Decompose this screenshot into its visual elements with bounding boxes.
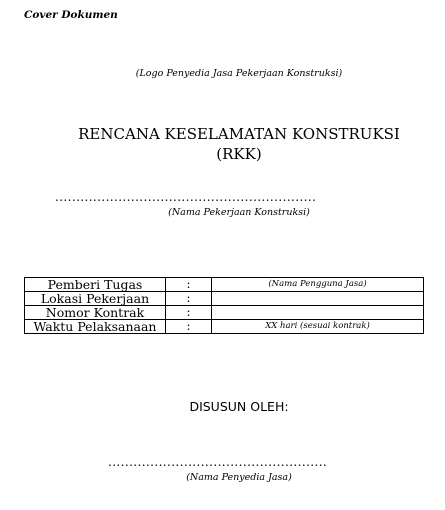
document-abbreviation: (RKK) — [216, 145, 262, 163]
row-colon: : — [166, 320, 212, 334]
table-row — [25, 320, 424, 334]
prepared-by-heading: DISUSUN OLEH: — [189, 399, 289, 414]
contract-info-table — [24, 277, 424, 334]
row-value-nomor-kontrak — [212, 306, 424, 320]
logo-placeholder: (Logo Penyedia Jasa Pekerjaan Konstruksi) — [135, 68, 343, 79]
row-label-waktu-pelaksanaan: Waktu Pelaksanaan — [25, 320, 166, 334]
project-name-line: .............................................................. — [55, 190, 317, 204]
table-row — [25, 292, 424, 306]
row-label-lokasi-pekerjaan: Lokasi Pekerjaan — [25, 292, 166, 306]
table-row — [25, 306, 424, 320]
row-value-lokasi-pekerjaan — [212, 292, 424, 306]
row-value-waktu-pelaksanaan: XX hari (sesuai kontrak) — [212, 320, 424, 334]
cover-label: Cover Dokumen — [24, 9, 118, 21]
document-title: RENCANA KESELAMATAN KONSTRUKSI — [78, 125, 400, 143]
row-colon: : — [166, 278, 212, 292]
row-label-nomor-kontrak: Nomor Kontrak — [25, 306, 166, 320]
row-colon: : — [166, 306, 212, 320]
provider-name-label: (Nama Penyedia Jasa) — [186, 472, 292, 483]
provider-name-line: .................................................... — [108, 455, 328, 469]
row-label-pemberi-tugas: Pemberi Tugas — [25, 278, 166, 292]
row-colon: : — [166, 292, 212, 306]
row-value-pemberi-tugas: (Nama Pengguna Jasa) — [212, 278, 424, 292]
table-row — [25, 278, 424, 292]
project-name-label: (Nama Pekerjaan Konstruksi) — [168, 207, 310, 218]
